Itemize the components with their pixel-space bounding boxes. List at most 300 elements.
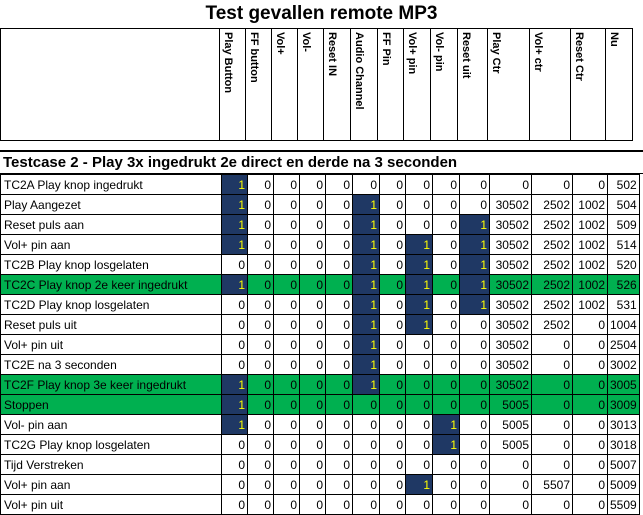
- row-label-cell[interactable]: TC2G Play knop losgelaten: [1, 435, 222, 455]
- value-cell[interactable]: 1: [353, 195, 380, 215]
- value-cell[interactable]: 0: [380, 315, 406, 335]
- value-cell[interactable]: 30502: [490, 215, 532, 235]
- value-cell[interactable]: 0: [353, 435, 380, 455]
- row-label-cell[interactable]: TC2A Play knop ingedrukt: [1, 175, 222, 195]
- value-cell[interactable]: 0: [300, 255, 326, 275]
- value-cell[interactable]: 1002: [573, 235, 608, 255]
- value-cell[interactable]: 0: [433, 195, 460, 215]
- row-label-cell[interactable]: TC2E na 3 seconden: [1, 355, 222, 375]
- value-cell[interactable]: 0: [433, 355, 460, 375]
- value-cell[interactable]: 0: [573, 475, 608, 495]
- table-row: [1, 175, 640, 195]
- column-header-label: Vol+ ctr: [532, 32, 544, 72]
- section-title: Testcase 2 - Play 3x ingedrukt 2e direct en derde na 3 seconden: [0, 150, 643, 174]
- value-cell[interactable]: 0: [326, 175, 353, 195]
- table-row: [1, 395, 640, 415]
- value-cell[interactable]: 30502: [490, 355, 532, 375]
- value-cell[interactable]: 0: [433, 255, 460, 275]
- value-cell[interactable]: 1002: [573, 195, 608, 215]
- value-cell[interactable]: 0: [248, 255, 274, 275]
- column-header: [351, 29, 378, 141]
- value-cell[interactable]: 1: [222, 415, 248, 435]
- value-cell[interactable]: 1: [406, 475, 433, 495]
- value-cell[interactable]: 3018: [608, 435, 640, 455]
- value-cell[interactable]: 0: [380, 195, 406, 215]
- table-row: [1, 375, 640, 395]
- value-cell[interactable]: 0: [433, 235, 460, 255]
- value-cell[interactable]: 2502: [532, 275, 573, 295]
- row-label-cell[interactable]: TC2F Play knop 3e keer ingedrukt: [1, 375, 222, 395]
- value-cell[interactable]: 1: [406, 315, 433, 335]
- value-cell[interactable]: 0: [573, 355, 608, 375]
- column-header: [298, 29, 324, 141]
- value-cell[interactable]: 0: [490, 175, 532, 195]
- value-cell[interactable]: 5509: [608, 495, 640, 515]
- value-cell[interactable]: 1: [222, 235, 248, 255]
- table-row: [1, 335, 640, 355]
- value-cell[interactable]: 0: [274, 195, 300, 215]
- value-cell[interactable]: 0: [300, 455, 326, 475]
- value-cell[interactable]: 502: [608, 175, 640, 195]
- value-cell[interactable]: 0: [433, 395, 460, 415]
- value-cell[interactable]: 1: [222, 215, 248, 235]
- value-cell[interactable]: 0: [326, 315, 353, 335]
- row-label-cell[interactable]: TC2B Play knop losgelaten: [1, 255, 222, 275]
- column-header: [246, 29, 272, 141]
- value-cell[interactable]: 0: [460, 395, 490, 415]
- value-cell[interactable]: 0: [300, 275, 326, 295]
- value-cell[interactable]: 1: [433, 435, 460, 455]
- column-header-label: Vol+: [274, 32, 286, 55]
- value-cell[interactable]: 2502: [532, 215, 573, 235]
- value-cell[interactable]: 0: [532, 455, 573, 475]
- value-cell[interactable]: 0: [460, 475, 490, 495]
- value-cell[interactable]: 0: [532, 415, 573, 435]
- value-cell[interactable]: 1: [222, 395, 248, 415]
- value-cell[interactable]: 0: [406, 195, 433, 215]
- value-cell[interactable]: 1: [353, 335, 380, 355]
- value-cell[interactable]: 531: [608, 295, 640, 315]
- value-cell[interactable]: 0: [300, 295, 326, 315]
- value-cell[interactable]: 0: [433, 495, 460, 515]
- value-cell[interactable]: 0: [433, 315, 460, 335]
- column-header-label: Reset IN: [326, 32, 338, 77]
- value-cell[interactable]: 0: [326, 255, 353, 275]
- column-header: [378, 29, 404, 141]
- value-cell[interactable]: 0: [532, 335, 573, 355]
- value-cell[interactable]: 0: [248, 275, 274, 295]
- value-cell[interactable]: 1004: [608, 315, 640, 335]
- value-cell[interactable]: 0: [406, 215, 433, 235]
- value-cell[interactable]: 0: [380, 335, 406, 355]
- header-corner-cell: [1, 29, 220, 141]
- value-cell[interactable]: 0: [406, 495, 433, 515]
- value-cell[interactable]: 0: [222, 455, 248, 475]
- column-header: [431, 29, 458, 141]
- value-cell[interactable]: 0: [460, 315, 490, 335]
- row-label-cell[interactable]: Reset puls aan: [1, 215, 222, 235]
- column-header-label: Vol-: [300, 32, 312, 52]
- value-cell[interactable]: 0: [300, 315, 326, 335]
- value-cell[interactable]: 1: [353, 255, 380, 275]
- column-header: [458, 29, 488, 141]
- row-label-cell[interactable]: Vol+ pin aan: [1, 235, 222, 255]
- value-cell[interactable]: 0: [433, 295, 460, 315]
- value-cell[interactable]: 0: [406, 355, 433, 375]
- column-header: [530, 29, 571, 141]
- column-header-label: Reset uit: [460, 32, 472, 79]
- value-cell[interactable]: 0: [573, 455, 608, 475]
- value-cell[interactable]: 0: [573, 415, 608, 435]
- value-cell[interactable]: 0: [380, 355, 406, 375]
- value-cell[interactable]: 0: [274, 375, 300, 395]
- value-cell[interactable]: 0: [353, 415, 380, 435]
- value-cell[interactable]: 0: [248, 495, 274, 515]
- value-cell[interactable]: 5007: [608, 455, 640, 475]
- value-cell[interactable]: 1: [460, 275, 490, 295]
- table-row: [1, 295, 640, 315]
- value-cell[interactable]: 0: [532, 375, 573, 395]
- value-cell[interactable]: 30502: [490, 315, 532, 335]
- value-cell[interactable]: 0: [326, 335, 353, 355]
- column-header-label: Play Ctr: [490, 32, 502, 74]
- value-cell[interactable]: 0: [433, 475, 460, 495]
- value-cell[interactable]: 0: [326, 435, 353, 455]
- value-cell[interactable]: 0: [460, 335, 490, 355]
- value-cell[interactable]: 0: [248, 175, 274, 195]
- row-label-cell[interactable]: Vol- pin aan: [1, 415, 222, 435]
- value-cell[interactable]: 1002: [573, 295, 608, 315]
- value-cell[interactable]: 1: [222, 195, 248, 215]
- value-cell[interactable]: 0: [222, 295, 248, 315]
- value-cell[interactable]: 0: [433, 335, 460, 355]
- value-cell[interactable]: 0: [248, 195, 274, 215]
- column-header: [571, 29, 606, 141]
- value-cell[interactable]: 0: [460, 355, 490, 375]
- column-header-label: Nu: [608, 32, 620, 47]
- value-cell[interactable]: 0: [248, 455, 274, 475]
- value-cell[interactable]: 5005: [490, 395, 532, 415]
- value-cell[interactable]: 514: [608, 235, 640, 255]
- value-cell[interactable]: 5507: [532, 475, 573, 495]
- value-cell[interactable]: 1: [460, 235, 490, 255]
- value-cell[interactable]: 0: [380, 235, 406, 255]
- value-cell[interactable]: 0: [222, 495, 248, 515]
- value-cell[interactable]: 0: [326, 235, 353, 255]
- value-cell[interactable]: 504: [608, 195, 640, 215]
- column-header: [488, 29, 530, 141]
- column-header: [606, 29, 633, 141]
- column-header: [324, 29, 351, 141]
- value-cell[interactable]: 0: [380, 395, 406, 415]
- value-cell[interactable]: 0: [274, 395, 300, 415]
- value-cell[interactable]: 2502: [532, 255, 573, 275]
- value-cell[interactable]: 0: [222, 435, 248, 455]
- value-cell[interactable]: 0: [532, 395, 573, 415]
- value-cell[interactable]: 1: [406, 255, 433, 275]
- column-header-label: Vol+ pin: [406, 32, 418, 75]
- value-cell[interactable]: 0: [300, 335, 326, 355]
- value-cell[interactable]: 0: [433, 455, 460, 475]
- value-cell[interactable]: 526: [608, 275, 640, 295]
- value-cell[interactable]: 1002: [573, 275, 608, 295]
- value-cell[interactable]: 0: [300, 375, 326, 395]
- value-cell[interactable]: 0: [274, 495, 300, 515]
- value-cell[interactable]: 0: [300, 175, 326, 195]
- value-cell[interactable]: 0: [460, 455, 490, 475]
- value-cell[interactable]: 0: [380, 275, 406, 295]
- value-cell[interactable]: 0: [248, 415, 274, 435]
- value-cell[interactable]: 0: [326, 395, 353, 415]
- value-cell[interactable]: 3002: [608, 355, 640, 375]
- value-cell[interactable]: 0: [300, 215, 326, 235]
- value-cell[interactable]: 0: [300, 395, 326, 415]
- value-cell[interactable]: 0: [433, 175, 460, 195]
- value-cell[interactable]: 1: [353, 295, 380, 315]
- column-header-label: FF Pin: [380, 32, 392, 66]
- value-cell[interactable]: 0: [248, 215, 274, 235]
- row-label-cell[interactable]: Play Aangezet: [1, 195, 222, 215]
- table-row: [1, 455, 640, 475]
- value-cell[interactable]: 0: [248, 355, 274, 375]
- value-cell[interactable]: 0: [274, 415, 300, 435]
- value-cell[interactable]: 0: [532, 435, 573, 455]
- value-cell[interactable]: 0: [248, 335, 274, 355]
- value-cell[interactable]: 0: [460, 375, 490, 395]
- value-cell[interactable]: 0: [274, 235, 300, 255]
- table-row: [1, 315, 640, 335]
- value-cell[interactable]: 0: [573, 435, 608, 455]
- value-cell[interactable]: 0: [433, 215, 460, 235]
- row-label-cell[interactable]: TC2C Play knop 2e keer ingedrukt: [1, 275, 222, 295]
- column-header-row: [0, 28, 633, 141]
- value-cell[interactable]: 0: [460, 415, 490, 435]
- value-cell[interactable]: 0: [573, 375, 608, 395]
- value-cell[interactable]: 0: [490, 495, 532, 515]
- value-cell[interactable]: 0: [380, 375, 406, 395]
- value-cell[interactable]: 5005: [490, 435, 532, 455]
- value-cell[interactable]: 0: [406, 455, 433, 475]
- column-header: [404, 29, 431, 141]
- table-row: [1, 235, 640, 255]
- value-cell[interactable]: 1: [222, 175, 248, 195]
- value-cell[interactable]: 0: [274, 335, 300, 355]
- value-cell[interactable]: 0: [248, 475, 274, 495]
- column-header-label: Play Button: [222, 32, 234, 94]
- value-cell[interactable]: 1: [353, 215, 380, 235]
- value-cell[interactable]: 0: [353, 175, 380, 195]
- value-cell[interactable]: 0: [326, 195, 353, 215]
- value-cell[interactable]: 0: [300, 475, 326, 495]
- value-cell[interactable]: 1: [433, 415, 460, 435]
- value-cell[interactable]: 0: [274, 175, 300, 195]
- value-cell[interactable]: 30502: [490, 235, 532, 255]
- value-cell[interactable]: 520: [608, 255, 640, 275]
- value-cell[interactable]: 0: [274, 355, 300, 375]
- value-cell[interactable]: 0: [248, 295, 274, 315]
- value-cell[interactable]: 0: [380, 455, 406, 475]
- value-cell[interactable]: 0: [380, 415, 406, 435]
- value-cell[interactable]: 2502: [532, 295, 573, 315]
- table-row: [1, 415, 640, 435]
- value-cell[interactable]: 1002: [573, 255, 608, 275]
- value-cell[interactable]: 1: [353, 355, 380, 375]
- value-cell[interactable]: 30502: [490, 335, 532, 355]
- value-cell[interactable]: 1: [406, 275, 433, 295]
- value-cell[interactable]: 0: [300, 235, 326, 255]
- value-cell[interactable]: 0: [274, 295, 300, 315]
- value-cell[interactable]: 0: [532, 175, 573, 195]
- value-cell[interactable]: 0: [248, 375, 274, 395]
- row-label-cell[interactable]: Stoppen: [1, 395, 222, 415]
- value-cell[interactable]: 0: [222, 335, 248, 355]
- value-cell[interactable]: 3009: [608, 395, 640, 415]
- value-cell[interactable]: 0: [300, 195, 326, 215]
- value-cell[interactable]: 0: [353, 395, 380, 415]
- value-cell[interactable]: 0: [353, 495, 380, 515]
- value-cell[interactable]: 0: [274, 315, 300, 335]
- value-cell[interactable]: 30502: [490, 375, 532, 395]
- value-cell[interactable]: 0: [460, 435, 490, 455]
- value-cell[interactable]: 0: [274, 215, 300, 235]
- value-cell[interactable]: 1: [222, 275, 248, 295]
- value-cell[interactable]: 0: [326, 415, 353, 435]
- column-header: [220, 29, 246, 141]
- value-cell[interactable]: 0: [300, 415, 326, 435]
- value-cell[interactable]: 0: [353, 475, 380, 495]
- table-row: [1, 255, 640, 275]
- value-cell[interactable]: 0: [274, 255, 300, 275]
- value-cell[interactable]: 0: [460, 495, 490, 515]
- value-cell[interactable]: 0: [326, 455, 353, 475]
- value-cell[interactable]: 0: [300, 435, 326, 455]
- value-cell[interactable]: 1: [353, 315, 380, 335]
- value-cell[interactable]: 1: [460, 295, 490, 315]
- value-cell[interactable]: 0: [406, 375, 433, 395]
- value-cell[interactable]: 0: [532, 355, 573, 375]
- value-cell[interactable]: 0: [380, 475, 406, 495]
- value-cell[interactable]: 0: [380, 435, 406, 455]
- row-label-cell[interactable]: Vol+ pin uit: [1, 495, 222, 515]
- value-cell[interactable]: 0: [326, 475, 353, 495]
- column-header-label: Reset Ctr: [573, 32, 585, 81]
- value-cell[interactable]: 0: [406, 415, 433, 435]
- table-row: [1, 495, 640, 515]
- value-cell[interactable]: 30502: [490, 275, 532, 295]
- value-cell[interactable]: 509: [608, 215, 640, 235]
- value-cell[interactable]: 1: [353, 375, 380, 395]
- value-cell[interactable]: 0: [248, 235, 274, 255]
- value-cell[interactable]: 0: [380, 255, 406, 275]
- value-cell[interactable]: 0: [248, 395, 274, 415]
- value-cell[interactable]: 1: [406, 235, 433, 255]
- value-cell[interactable]: 0: [222, 255, 248, 275]
- row-label-cell[interactable]: Reset puls uit: [1, 315, 222, 335]
- value-cell[interactable]: 0: [573, 495, 608, 515]
- value-cell[interactable]: 0: [326, 375, 353, 395]
- value-cell[interactable]: 0: [406, 175, 433, 195]
- value-cell[interactable]: 0: [573, 175, 608, 195]
- value-cell[interactable]: 2502: [532, 195, 573, 215]
- value-cell[interactable]: 1: [460, 255, 490, 275]
- value-cell[interactable]: 0: [248, 315, 274, 335]
- value-cell[interactable]: 5005: [490, 415, 532, 435]
- table-row: [1, 215, 640, 235]
- value-cell[interactable]: 0: [573, 315, 608, 335]
- value-cell[interactable]: 0: [326, 275, 353, 295]
- value-cell[interactable]: 0: [573, 335, 608, 355]
- column-header: [272, 29, 298, 141]
- value-cell[interactable]: 30502: [490, 295, 532, 315]
- value-cell[interactable]: 0: [222, 475, 248, 495]
- value-cell[interactable]: 1: [406, 295, 433, 315]
- value-cell[interactable]: 0: [326, 355, 353, 375]
- value-cell[interactable]: 0: [406, 335, 433, 355]
- value-cell[interactable]: 0: [380, 295, 406, 315]
- value-cell[interactable]: 0: [326, 215, 353, 235]
- value-cell[interactable]: 0: [460, 195, 490, 215]
- value-cell[interactable]: 3013: [608, 415, 640, 435]
- value-cell[interactable]: 0: [222, 315, 248, 335]
- value-cell[interactable]: 0: [222, 355, 248, 375]
- row-label-cell[interactable]: Vol+ pin uit: [1, 335, 222, 355]
- row-label-cell[interactable]: TC2D Play knop losgelaten: [1, 295, 222, 315]
- value-cell[interactable]: 0: [326, 295, 353, 315]
- column-header-label: Audio Channel: [353, 32, 365, 110]
- value-cell[interactable]: 1: [353, 275, 380, 295]
- value-cell[interactable]: 0: [353, 455, 380, 475]
- value-cell[interactable]: 0: [406, 435, 433, 455]
- value-cell[interactable]: 0: [274, 275, 300, 295]
- value-cell[interactable]: 2502: [532, 235, 573, 255]
- value-cell[interactable]: 30502: [490, 195, 532, 215]
- value-cell[interactable]: 0: [490, 475, 532, 495]
- value-cell[interactable]: 0: [380, 215, 406, 235]
- value-cell[interactable]: 0: [406, 395, 433, 415]
- value-cell[interactable]: 1002: [573, 215, 608, 235]
- value-cell[interactable]: 0: [274, 475, 300, 495]
- column-header-label: FF button: [248, 32, 260, 83]
- value-cell[interactable]: 0: [326, 495, 353, 515]
- row-label-cell[interactable]: Vol+ pin aan: [1, 475, 222, 495]
- value-cell[interactable]: 3005: [608, 375, 640, 395]
- value-cell[interactable]: 1: [353, 235, 380, 255]
- value-cell[interactable]: 5009: [608, 475, 640, 495]
- value-cell[interactable]: 1: [460, 215, 490, 235]
- value-cell[interactable]: 0: [300, 495, 326, 515]
- value-cell[interactable]: 0: [433, 375, 460, 395]
- value-cell[interactable]: 0: [460, 175, 490, 195]
- value-cell[interactable]: 0: [380, 175, 406, 195]
- value-cell[interactable]: 0: [532, 495, 573, 515]
- value-cell[interactable]: 2504: [608, 335, 640, 355]
- column-header-label: Vol- pin: [433, 32, 445, 72]
- value-cell[interactable]: 30502: [490, 255, 532, 275]
- table-row: [1, 435, 640, 455]
- value-cell[interactable]: 0: [248, 435, 274, 455]
- value-cell[interactable]: 0: [380, 495, 406, 515]
- data-grid: [0, 174, 640, 515]
- row-label-cell[interactable]: Tijd Verstreken: [1, 455, 222, 475]
- value-cell[interactable]: 0: [433, 275, 460, 295]
- value-cell[interactable]: 0: [274, 455, 300, 475]
- value-cell[interactable]: 2502: [532, 315, 573, 335]
- value-cell[interactable]: 0: [573, 395, 608, 415]
- value-cell[interactable]: 1: [222, 375, 248, 395]
- value-cell[interactable]: 0: [274, 435, 300, 455]
- value-cell[interactable]: 0: [300, 355, 326, 375]
- value-cell[interactable]: 0: [490, 455, 532, 475]
